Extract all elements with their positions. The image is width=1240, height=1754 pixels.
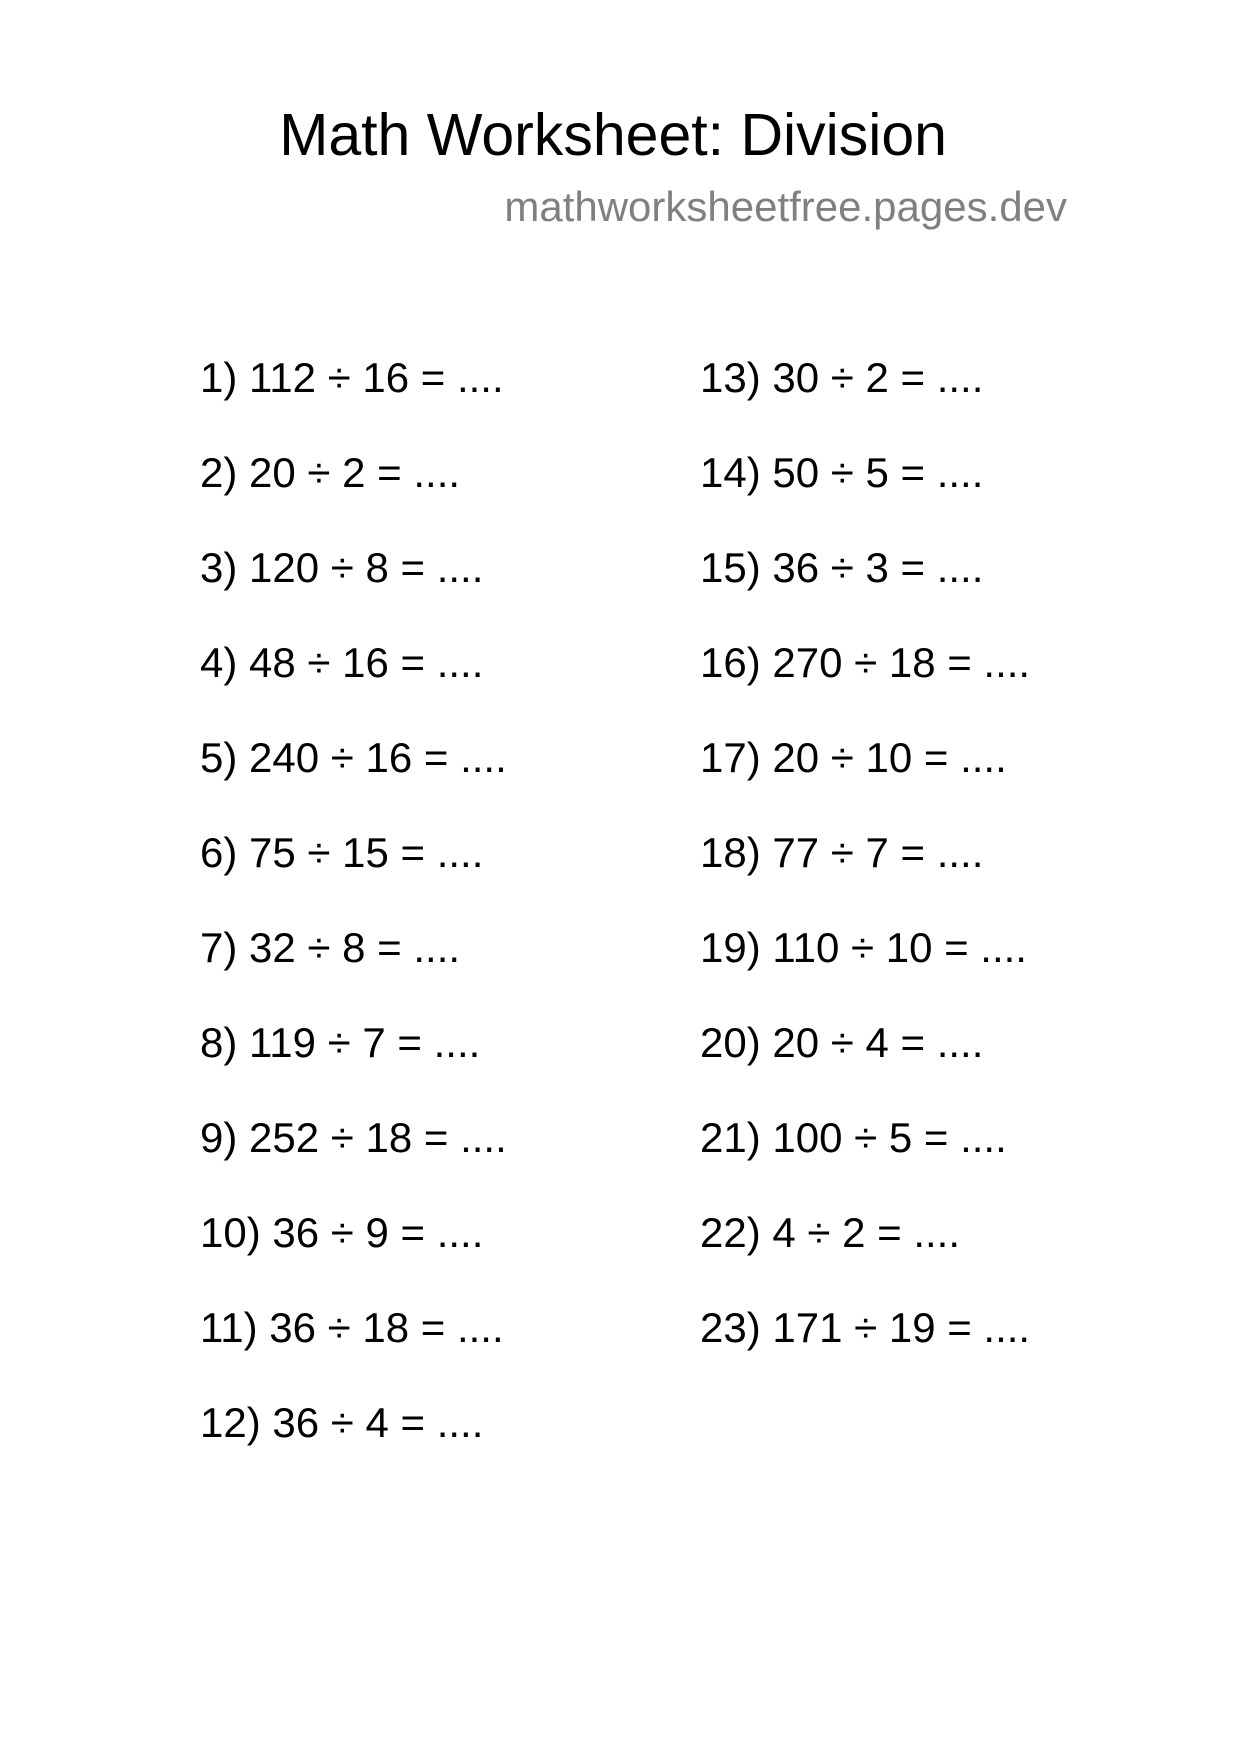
problem-expression: 36 ÷ 4 = .... — [272, 1399, 484, 1446]
problem-number: 14) — [700, 449, 761, 496]
problem-number: 16) — [700, 639, 761, 686]
problem-number: 11) — [200, 1304, 258, 1351]
problem-number: 1) — [200, 354, 238, 401]
page-title: Math Worksheet: Division — [279, 102, 947, 168]
problem-number: 15) — [700, 544, 761, 591]
problem-expression: 20 ÷ 10 = .... — [772, 734, 1007, 781]
problem-item — [200, 348, 507, 443]
problem-number: 23) — [700, 1304, 761, 1351]
problem-number: 8) — [200, 1019, 238, 1066]
problem-expression: 32 ÷ 8 = .... — [249, 924, 461, 971]
problem-item — [700, 443, 1030, 538]
problem-expression: 75 ÷ 15 = .... — [249, 829, 484, 876]
problem-number: 12) — [200, 1399, 261, 1446]
problem-item — [200, 1393, 507, 1488]
problem-expression: 20 ÷ 2 = .... — [249, 449, 461, 496]
problem-expression: 240 ÷ 16 = .... — [249, 734, 507, 781]
problem-expression: 36 ÷ 18 = .... — [269, 1304, 504, 1351]
problem-number: 22) — [700, 1209, 761, 1256]
site-url: mathworksheetfree.pages.dev — [504, 183, 1067, 230]
problem-expression: 36 ÷ 3 = .... — [772, 544, 984, 591]
problem-item — [700, 538, 1030, 633]
problem-number: 9) — [200, 1114, 238, 1161]
problem-number: 13) — [700, 354, 761, 401]
problem-item — [200, 633, 507, 728]
problem-column-left — [200, 348, 507, 1488]
problem-number: 3) — [200, 544, 238, 591]
problem-item — [700, 348, 1030, 443]
problem-expression: 36 ÷ 9 = .... — [272, 1209, 484, 1256]
problem-expression: 77 ÷ 7 = .... — [772, 829, 984, 876]
problem-item — [200, 918, 507, 1013]
problem-expression: 171 ÷ 19 = .... — [772, 1304, 1031, 1351]
problem-number: 7) — [200, 924, 238, 971]
problem-item — [700, 728, 1030, 823]
problem-number: 17) — [700, 734, 761, 781]
problem-item — [700, 633, 1030, 728]
problem-item — [200, 443, 507, 538]
problem-number: 6) — [200, 829, 238, 876]
problem-item — [200, 1108, 507, 1203]
problem-item — [200, 1013, 507, 1108]
problem-item — [700, 918, 1030, 1013]
problem-item — [700, 1108, 1030, 1203]
problem-item — [200, 823, 507, 918]
problem-expression: 120 ÷ 8 = .... — [249, 544, 484, 591]
problem-expression: 252 ÷ 18 = .... — [249, 1114, 507, 1161]
problem-expression: 100 ÷ 5 = .... — [772, 1114, 1007, 1161]
problem-number: 21) — [700, 1114, 761, 1161]
problem-expression: 50 ÷ 5 = .... — [772, 449, 984, 496]
problem-number: 18) — [700, 829, 761, 876]
problem-item — [200, 538, 507, 633]
problem-number: 10) — [200, 1209, 261, 1256]
problem-number: 20) — [700, 1019, 761, 1066]
problem-expression: 30 ÷ 2 = .... — [772, 354, 984, 401]
problem-expression: 119 ÷ 7 = .... — [249, 1019, 481, 1066]
problem-column-right — [700, 348, 1030, 1393]
problem-expression: 48 ÷ 16 = .... — [249, 639, 484, 686]
problem-item — [700, 1203, 1030, 1298]
problem-item — [700, 823, 1030, 918]
problem-number: 19) — [700, 924, 761, 971]
problem-number: 4) — [200, 639, 238, 686]
problem-expression: 20 ÷ 4 = .... — [772, 1019, 984, 1066]
problem-item — [700, 1298, 1030, 1393]
problem-number: 2) — [200, 449, 238, 496]
problem-expression: 112 ÷ 16 = .... — [249, 354, 504, 401]
problem-number: 5) — [200, 734, 238, 781]
problem-expression: 4 ÷ 2 = .... — [772, 1209, 961, 1256]
problem-expression: 110 ÷ 10 = .... — [772, 924, 1027, 971]
problem-item — [700, 1013, 1030, 1108]
problem-item — [200, 1298, 507, 1393]
problem-expression: 270 ÷ 18 = .... — [772, 639, 1031, 686]
problem-item — [200, 1203, 507, 1298]
problem-item — [200, 728, 507, 823]
